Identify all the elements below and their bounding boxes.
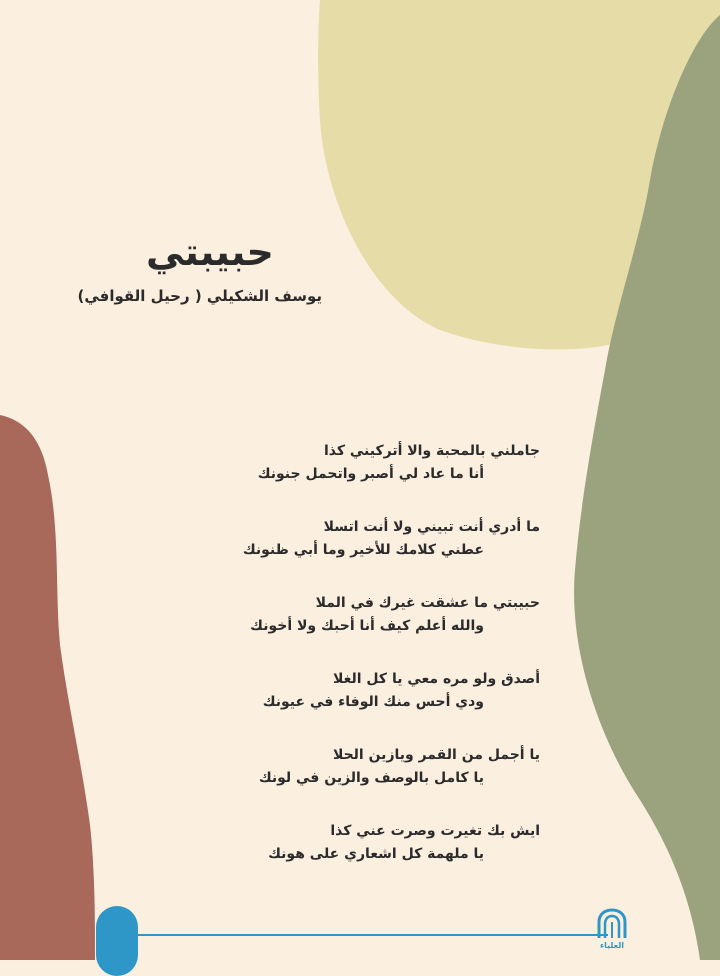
poem-author: يوسف الشكيلي ( رحيل القوافي) bbox=[77, 287, 322, 305]
footer-divider bbox=[138, 934, 608, 936]
verse-line: جاملني بالمحبة والا أتركيني كذا bbox=[323, 443, 540, 459]
arch-logo-icon bbox=[594, 908, 630, 958]
poem-stanza bbox=[150, 744, 540, 790]
verse-line: والله أعلم كيف أنا أحبك ولا أخونك bbox=[250, 618, 484, 634]
poem-stanza bbox=[150, 592, 540, 638]
poem-stanza bbox=[150, 820, 540, 866]
verse-line: حبيبتي ما عشقت غيرك في الملا bbox=[315, 595, 540, 611]
verse-line: ما أدري أنت تبيني ولا أنت اتسلا bbox=[323, 519, 540, 535]
verse-line: أنا ما عاد لي أصبر واتحمل جنونك bbox=[257, 466, 484, 482]
footer-accent-pill bbox=[96, 906, 138, 976]
verse-line: يا كامل بالوصف والزين في لونك bbox=[258, 770, 484, 786]
poem-stanza bbox=[150, 668, 540, 714]
poem-stanza bbox=[150, 516, 540, 562]
verse-line: ودي أحس منك الوفاء في عيونك bbox=[262, 694, 484, 710]
poem-stanza bbox=[150, 440, 540, 486]
verse-line: عطني كلامك للأخير وما أبي ظنونك bbox=[242, 542, 484, 558]
verse-line: ايش بك تغيرت وصرت عني كذا bbox=[330, 823, 540, 839]
verse-line: أصدق ولو مره معي يا كل الغلا bbox=[332, 671, 540, 687]
logo-wordmark: العلياء bbox=[600, 941, 624, 950]
poem-body bbox=[150, 440, 540, 896]
verse-line: يا أجمل من القمر ويازين الحلا bbox=[332, 747, 540, 763]
verse-line: يا ملهمة كل اشعاري على هونك bbox=[268, 846, 484, 862]
terracotta-blob bbox=[0, 415, 95, 960]
poem-title: حبيبتي bbox=[146, 230, 274, 274]
